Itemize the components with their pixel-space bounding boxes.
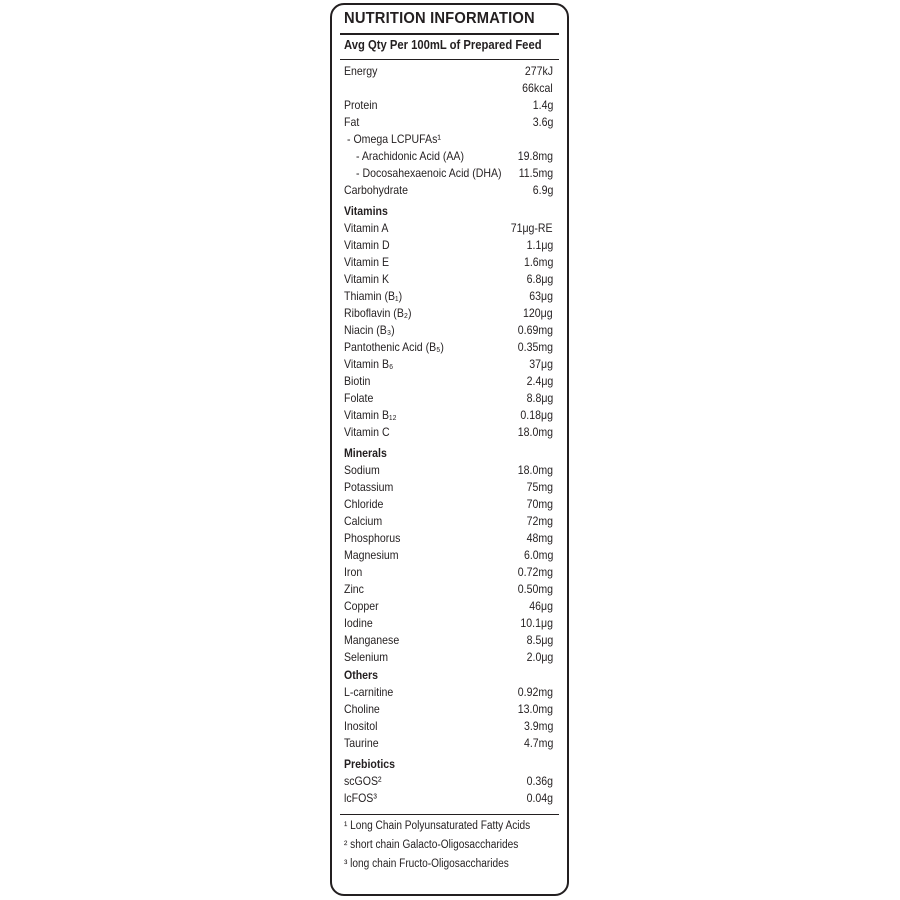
nutrient-row bbox=[344, 615, 553, 631]
nutrient-value: 2.0μg bbox=[526, 650, 553, 664]
footnote-divider bbox=[340, 814, 559, 815]
nutrient-value: 120μg bbox=[523, 306, 553, 320]
footnote: ³ long chain Fructo-Oligosaccharides bbox=[344, 858, 509, 870]
nutrient-label: Chloride bbox=[344, 497, 384, 511]
section-heading-row bbox=[344, 445, 553, 461]
nutrient-value: 0.04g bbox=[526, 791, 553, 805]
nutrient-row bbox=[344, 462, 553, 478]
nutrient-value: 8.8μg bbox=[526, 391, 553, 405]
nutrient-label: Potassium bbox=[344, 480, 394, 494]
nutrient-row bbox=[344, 373, 553, 389]
nutrient-label: Vitamin B₁₂ bbox=[344, 408, 397, 422]
title-divider bbox=[340, 33, 559, 35]
nutrient-label: Inositol bbox=[344, 719, 378, 733]
vitamins-heading: Vitamins bbox=[344, 204, 388, 218]
nutrient-value: 2.4μg bbox=[526, 374, 553, 388]
panel-title: NUTRITION INFORMATION bbox=[344, 10, 535, 27]
nutrient-value: 3.6g bbox=[532, 115, 553, 129]
nutrient-label: Calcium bbox=[344, 514, 383, 528]
nutrient-label: - Docosahexaenoic Acid (DHA) bbox=[356, 166, 502, 180]
nutrition-panel bbox=[330, 3, 569, 896]
nutrient-row bbox=[344, 254, 553, 270]
nutrient-label: Sodium bbox=[344, 463, 380, 477]
nutrient-row bbox=[344, 356, 553, 372]
nutrient-row bbox=[344, 632, 553, 648]
nutrient-label: - Omega LCPUFAs¹ bbox=[347, 132, 441, 146]
nutrient-row bbox=[344, 237, 553, 253]
nutrient-value: 46μg bbox=[529, 599, 553, 613]
nutrient-value: 6.8μg bbox=[526, 272, 553, 286]
nutrient-label: Carbohydrate bbox=[344, 183, 408, 197]
subtitle-divider bbox=[340, 59, 559, 60]
nutrient-label: Riboflavin (B₂) bbox=[344, 306, 412, 320]
nutrient-value: 0.18μg bbox=[520, 408, 553, 422]
nutrient-value: 1.6mg bbox=[523, 255, 553, 269]
footnote: ² short chain Galacto-Oligosaccharides bbox=[344, 839, 519, 851]
nutrient-row bbox=[344, 305, 553, 321]
nutrient-value: 3.9mg bbox=[523, 719, 553, 733]
nutrient-row bbox=[344, 339, 553, 355]
nutrient-value: 1.4g bbox=[532, 98, 553, 112]
nutrient-label: Thiamin (B₁) bbox=[344, 289, 403, 303]
nutrient-value: 11.5mg bbox=[518, 166, 553, 180]
nutrient-value: 277kJ bbox=[524, 64, 553, 78]
nutrient-value: 37μg bbox=[529, 357, 553, 371]
nutrient-row bbox=[344, 513, 553, 529]
nutrient-value: 0.50mg bbox=[517, 582, 553, 596]
nutrient-row bbox=[344, 701, 553, 717]
nutrient-row bbox=[344, 598, 553, 614]
nutrient-row bbox=[344, 322, 553, 338]
nutrient-label: scGOS² bbox=[344, 774, 382, 788]
nutrient-value: 70mg bbox=[526, 497, 553, 511]
nutrient-label: Manganese bbox=[344, 633, 400, 647]
others-heading: Others bbox=[344, 668, 379, 682]
nutrient-value: 0.36g bbox=[526, 774, 553, 788]
nutrient-row bbox=[344, 530, 553, 546]
nutrient-value: 71μg-RE bbox=[511, 221, 553, 235]
nutrient-label: Biotin bbox=[344, 374, 371, 388]
nutrient-value: 0.92mg bbox=[517, 685, 553, 699]
nutrient-row bbox=[344, 271, 553, 287]
nutrient-label: lcFOS³ bbox=[344, 791, 377, 805]
nutrient-row bbox=[344, 564, 553, 580]
nutrient-label: Energy bbox=[344, 64, 378, 78]
nutrient-value: 6.0mg bbox=[523, 548, 553, 562]
nutrient-row bbox=[344, 63, 553, 79]
nutrient-label: Fat bbox=[344, 115, 360, 129]
nutrient-row bbox=[344, 220, 553, 236]
nutrient-row bbox=[344, 790, 553, 806]
nutrient-row bbox=[344, 148, 553, 164]
nutrient-value: 0.69mg bbox=[517, 323, 553, 337]
nutrient-value: 8.5μg bbox=[526, 633, 553, 647]
nutrient-label: Choline bbox=[344, 702, 380, 716]
nutrient-row bbox=[344, 407, 553, 423]
nutrient-label: Vitamin D bbox=[344, 238, 390, 252]
minerals-heading: Minerals bbox=[344, 446, 387, 460]
section-heading-row bbox=[344, 203, 553, 219]
nutrient-label: Vitamin K bbox=[344, 272, 390, 286]
footnote: ¹ Long Chain Polyunsaturated Fatty Acids bbox=[344, 820, 531, 832]
nutrient-row bbox=[344, 479, 553, 495]
nutrient-row bbox=[344, 718, 553, 734]
nutrient-row bbox=[344, 496, 553, 512]
nutrient-row bbox=[344, 649, 553, 665]
nutrient-value: 72mg bbox=[526, 514, 553, 528]
nutrient-row bbox=[344, 80, 553, 96]
nutrient-value: 0.72mg bbox=[517, 565, 553, 579]
nutrient-value: 6.9g bbox=[532, 183, 553, 197]
nutrient-label: Vitamin B₆ bbox=[344, 357, 394, 371]
prebiotics-heading: Prebiotics bbox=[344, 757, 396, 771]
nutrient-row bbox=[344, 182, 553, 198]
nutrient-label: Selenium bbox=[344, 650, 389, 664]
nutrient-value: 10.1μg bbox=[520, 616, 553, 630]
nutrient-value: 18.0mg bbox=[517, 463, 553, 477]
nutrient-label: Vitamin E bbox=[344, 255, 390, 269]
nutrient-row bbox=[344, 165, 553, 181]
nutrient-label: Magnesium bbox=[344, 548, 399, 562]
nutrient-value: 4.7mg bbox=[523, 736, 553, 750]
nutrient-value: 75mg bbox=[526, 480, 553, 494]
nutrient-value: 0.35mg bbox=[517, 340, 553, 354]
nutrient-label: Vitamin A bbox=[344, 221, 389, 235]
nutrient-value: 19.8mg bbox=[517, 149, 553, 163]
nutrient-row bbox=[344, 735, 553, 751]
nutrient-label: L-carnitine bbox=[344, 685, 394, 699]
nutrient-label: Phosphorus bbox=[344, 531, 401, 545]
nutrient-row bbox=[344, 684, 553, 700]
nutrient-label: Zinc bbox=[344, 582, 364, 596]
nutrient-value: 1.1μg bbox=[526, 238, 553, 252]
nutrient-value: 48mg bbox=[526, 531, 553, 545]
nutrient-value: 63μg bbox=[529, 289, 553, 303]
section-heading-row bbox=[344, 756, 553, 772]
nutrient-label: Pantothenic Acid (B₅) bbox=[344, 340, 444, 354]
nutrient-row bbox=[344, 547, 553, 563]
nutrient-label: Niacin (B₃) bbox=[344, 323, 395, 337]
section-heading-row bbox=[344, 667, 553, 683]
nutrient-label: - Arachidonic Acid (AA) bbox=[356, 149, 464, 163]
nutrient-row bbox=[344, 773, 553, 789]
nutrient-value: 13.0mg bbox=[517, 702, 553, 716]
nutrient-label: Vitamin C bbox=[344, 425, 390, 439]
nutrient-label: Folate bbox=[344, 391, 374, 405]
nutrient-row bbox=[344, 424, 553, 440]
nutrient-label: Copper bbox=[344, 599, 379, 613]
nutrient-row bbox=[344, 131, 553, 147]
nutrient-row bbox=[344, 288, 553, 304]
nutrient-label: Iron bbox=[344, 565, 363, 579]
nutrient-label: Protein bbox=[344, 98, 378, 112]
nutrient-row bbox=[344, 97, 553, 113]
nutrient-label: Iodine bbox=[344, 616, 373, 630]
serving-subtitle: Avg Qty Per 100mL of Prepared Feed bbox=[344, 38, 542, 52]
nutrient-row bbox=[344, 390, 553, 406]
nutrient-value: 66kcal bbox=[522, 81, 553, 95]
nutrient-label: Taurine bbox=[344, 736, 379, 750]
nutrient-row bbox=[344, 581, 553, 597]
nutrient-value: 18.0mg bbox=[517, 425, 553, 439]
nutrient-row bbox=[344, 114, 553, 130]
